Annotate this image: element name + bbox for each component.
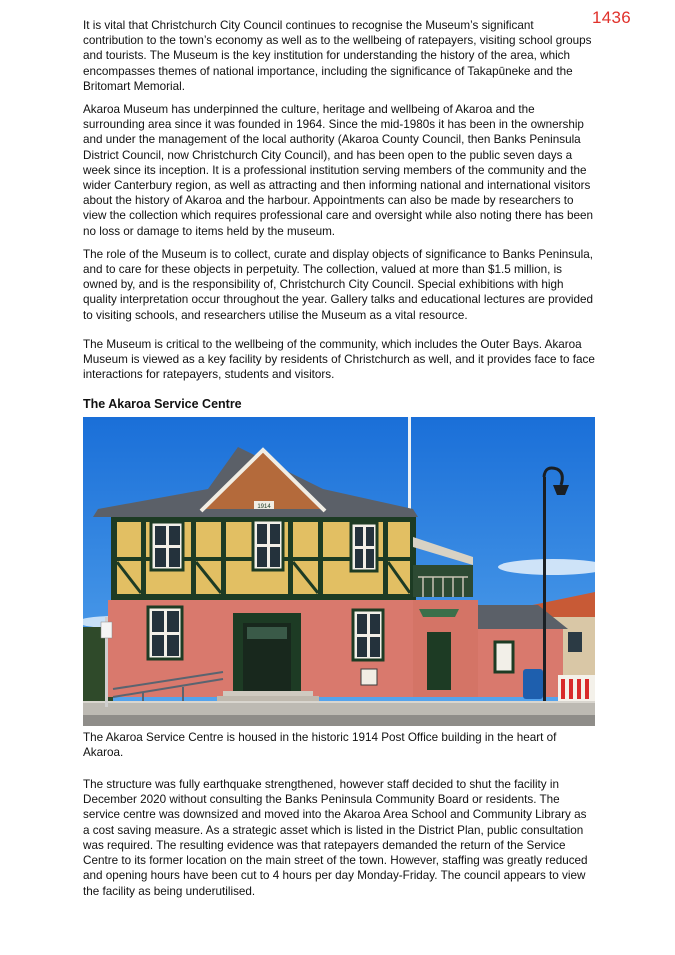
section-heading: The Akaroa Service Centre xyxy=(83,397,242,412)
photo-sign-text: 1914 xyxy=(257,503,271,510)
paragraph-service-centre: The structure was fully earthquake strengthened, however staff decided to shut the facility in December 2020 without consulting the Banks Peninsula Community Board or residents. The service centre was downsized and moved into the Akaroa Area School and Community Library as a cost saving measure. As a strategic asset which is listed in the District Plan, public consultation was required. The resulting evidence was that ratepayers demanded the return of the Service Centre to its former location on the main street of the town. However, staffing was greatly reduced and opening hours have been cut to 4 hours per day Monday-Friday. The council appears to view the facility as being underutilised. xyxy=(83,778,588,898)
page-number: 1436 xyxy=(591,8,631,27)
paragraph-museum-history: Akaroa Museum has underpinned the culture, heritage and wellbeing of Akaroa and the surrounding area since it was founded in 1964. Since the mid-1980s it has been in the ownership and under the management of the local authority (Akaroa County Council, then Banks Peninsula District Council, now Christchurch City Council), and has been open to the public seven days a week since its inception. It is a professional institution serving members of the community and the wider Canterbury region, as well as attracting and then informing national and international visitors about the history of Akaroa and the harbour. Appointments can also be made by researchers to view the collection which requires professional care and oversight while also noting there has been no loss or damage to items held by the museum. xyxy=(83,103,593,238)
document-body xyxy=(83,18,595,907)
photo-caption: The Akaroa Service Centre is housed in the historic 1914 Post Office building in the heart of Akaroa. xyxy=(83,730,557,759)
paragraph-museum-role: The role of the Museum is to collect, curate and display objects of significance to Banks Peninsula, and to care for these objects in perpetuity. The collection, valued at more than $1.5 million, is owned by, and is the responsibility of, Christchurch City Council. Special exhibitions with high quality interpretation occur throughout the year. Gallery talks and educational lectures are provided to visiting schools, and researchers utilise the Museum as a vital resource. xyxy=(83,247,594,322)
paragraph-museum-wellbeing: The Museum is critical to the wellbeing of the community, which includes the Outer Bays. Akaroa Museum is viewed as a key facility by residents of Christchurch as well, and it provides face to face interactions for ratepayers, students and visitors. xyxy=(83,337,595,382)
service-centre-photo xyxy=(83,417,595,726)
paragraph-museum-contribution: It is vital that Christchurch City Council continues to recognise the Museum’s significant contribution to the town’s economy as well as to the wellbeing of ratepayers, visiting school groups and tourists. The Museum is the key institution for understanding the history of the area, which encompasses themes of national importance, including the significance of Takapūneke and the Britomart Memorial. xyxy=(83,19,592,93)
